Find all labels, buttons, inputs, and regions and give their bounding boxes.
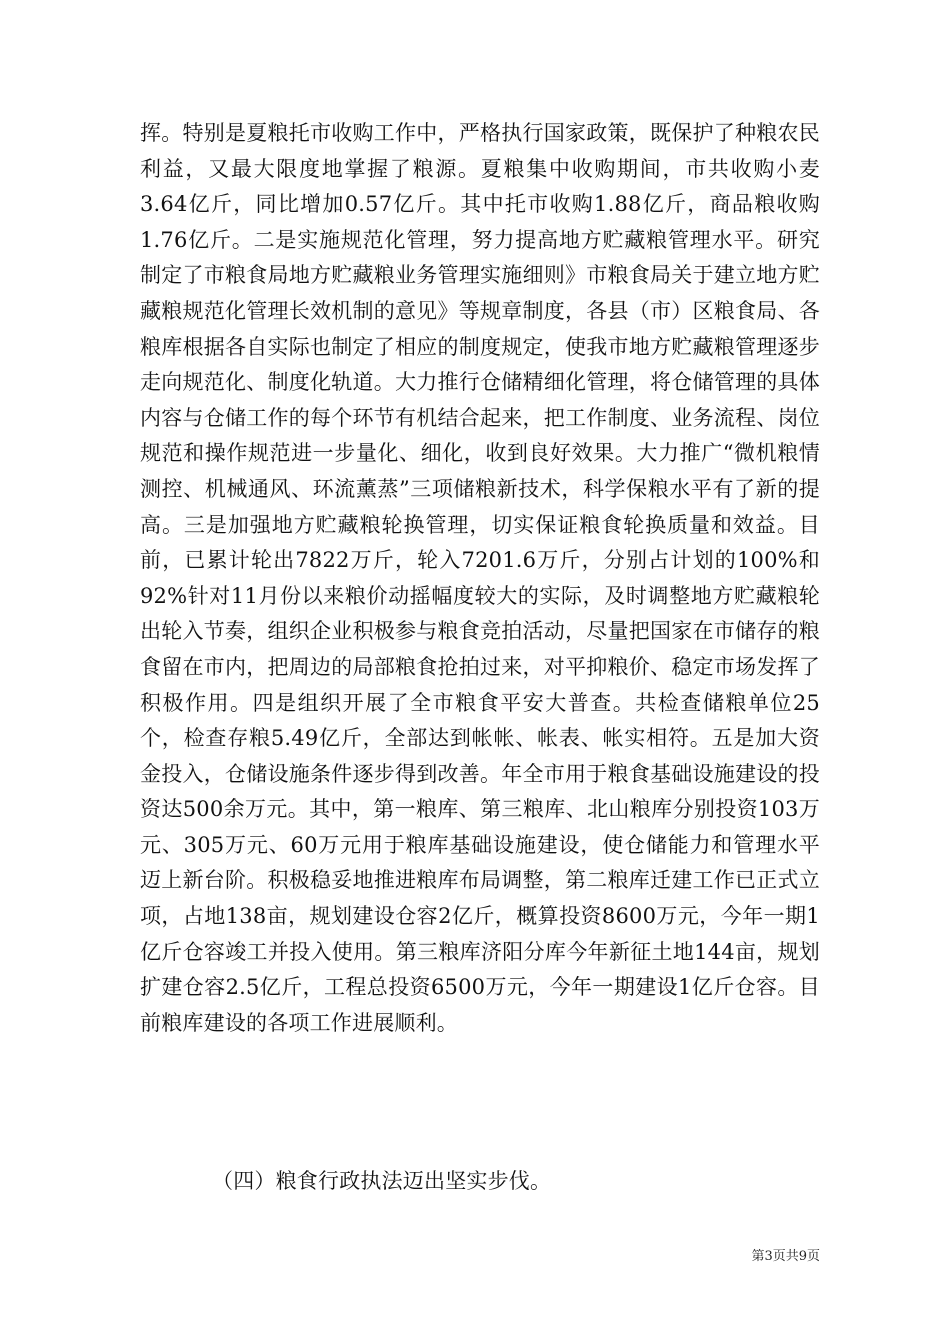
body-paragraph: 挥。特别是夏粮托市收购工作中，严格执行国家政策，既保护了种粮农民利益，又最大限度地掌握了粮源。夏粮集中收购期间，市共收购小麦3.64亿斤，同比增加0.57亿斤。其中托市收购1.88亿斤，商品粮收购1.76亿斤。二是实施规范化管理，努力提高地方贮藏粮管理水平。研究制定了市粮食局地方贮藏粮业务管理实施细则》市粮食局关于建立地方贮藏粮规范化管理长效机制的意见》等规章制度，各县（市）区粮食局、各粮库根据各自实际也制定了相应的制度规定，使我市地方贮藏粮管理逐步走向规范化、制度化轨道。大力推行仓储精细化管理，将仓储管理的具体内容与仓储工作的每个环节有机结合起来，把工作制度、业务流程、岗位规范和操作规范进一步量化、细化，收到良好效果。大力推广“微机粮情测控、机械通风、环流薰蒸”三项储粮新技术，科学保粮水平有了新的提高。三是加强地方贮藏粮轮换管理，切实保证粮食轮换质量和效益。目前，已累计轮出7822万斤，轮入7201.6万斤，分别占计划的100%和92%针对11月份以来粮价动摇幅度较大的实际，及时调整地方贮藏粮轮出轮入节奏，组织企业积极参与粮食竞拍活动，尽量把国家在市储存的粮食留在市内，把周边的局部粮食抢拍过来，对平抑粮价、稳定市场发挥了积极作用。四是组织开展了全市粮食平安大普查。共检查储粮单位25个，检查存粮5.49亿斤，全部达到帐帐、帐表、帐实相符。五是加大资金投入，仓储设施条件逐步得到改善。年全市用于粮食基础设施建设的投资达500余万元。其中，第一粮库、第三粮库、北山粮库分别投资103万元、305万元、60万元用于粮库基础设施建设，使仓储能力和管理水平迈上新台阶。积极稳妥地推进粮库布局调整，第二粮库迁建工作已正式立项，占地138亩，规划建设仓容2亿斤，概算投资8600万元，今年一期1亿斤仓容竣工并投入使用。第三粮库济阳分库今年新征土地144亩，规划扩建仓容2.5亿斤，工程总投资6500万元，今年一期建设1亿斤仓容。目前粮库建设的各项工作进展顺利。 <box>140 121 820 1035</box>
page-number-footer: 第3页共9页 <box>751 1249 820 1264</box>
section-subheading: （四）粮食行政执法迈出坚实步伐。 <box>212 1169 552 1193</box>
